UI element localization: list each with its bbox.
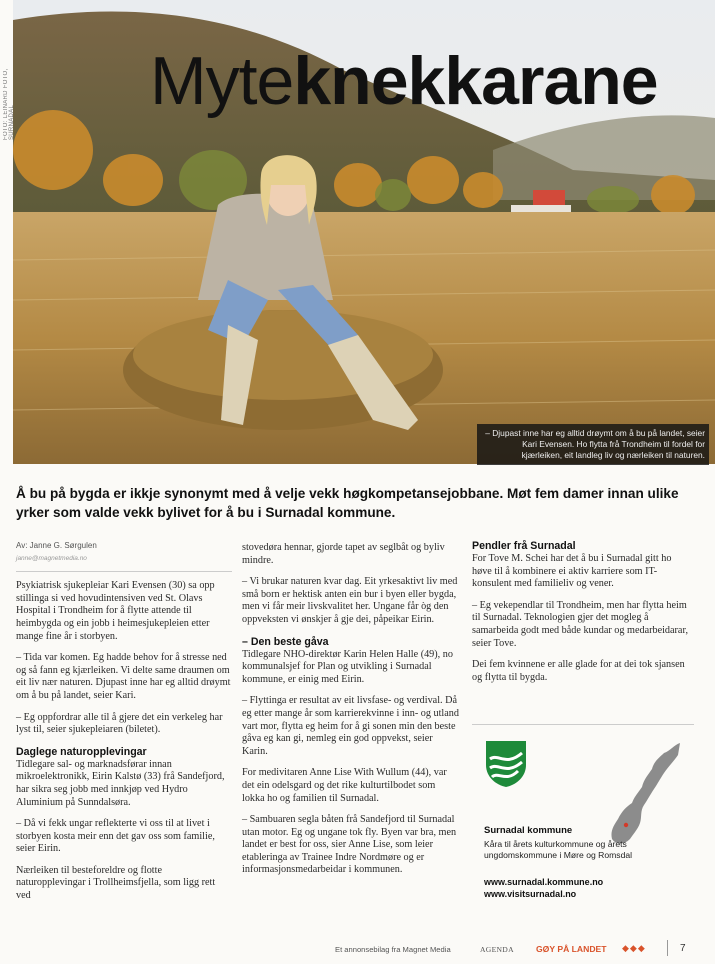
paragraph: For medivitaren Anne Lise With Wullum (44), var det ein odelsgard og det rike kulturtilbodet som lokka ho og familien til Surnadal. [242, 767, 447, 804]
link-kommune[interactable]: www.surnadal.kommune.no [484, 877, 604, 887]
municipality-name: Surnadal kommune [484, 825, 573, 836]
paragraph: For Tove M. Schei har det å bu i Surnadal gitt ho høve til å kombinere ei aktiv karriere som IT-konsulent med familieliv og vener. [472, 553, 672, 590]
norway-map-icon [604, 739, 684, 849]
footer-divider [667, 940, 668, 956]
paragraph: – Eg vekependlar til Trondheim, men har flytta heim til Surnadal. Teknologien gjer det mogleg å samarbeida godt med både kundar og medarbeidarar, seier Tove. [472, 599, 688, 649]
page-title [150, 42, 658, 120]
surnadal-marker-icon [624, 823, 628, 827]
subheading: – Den beste gåva [242, 635, 329, 648]
paragraph: – Eg oppfordrar alle til å gjere det ein verkeleg har lyst til, seier sjukepleiaren (biletet). [16, 711, 223, 736]
paragraph: Psykiatrisk sjukepleiar Kari Evensen (30) sa opp stillinga si ved hovudintensiven ved St. Olavs Hospital i Trondheim for å flytte attende til heimbygda og ein jobb i heimesjukepleien etter mange fine år i storbyen. [16, 580, 215, 642]
title-bold: knekkarane [293, 43, 658, 119]
paragraph: stovedøra hennar, gjorde tapet av seglbåt og byliv mindre. [242, 542, 445, 566]
paragraph: Nærleiken til besteforeldre og flotte naturopplevingar i Trollheimsfjella, som ligg rett ved [16, 864, 216, 902]
paragraph: Dei fem kvinnene er alle glade for at dei tok sjansen og flytta til bygda. [472, 659, 685, 683]
paragraph: – Flyttinga er resultat av eit livsfase- og verdival. Då eg etter mange år som karrierekvinne i inn- og utland vart mor, flytta eg heim for å gi sonen min den beste gåva eg kan gi, nemleg ein god oppvekst, seier Karin. [242, 695, 459, 757]
column-2 [242, 542, 460, 886]
municipality-info-box [472, 724, 694, 915]
photo-credit: FOTO: LEINARD FOTO, SURNADAL [3, 68, 15, 140]
subheading: Pendler frå Surnadal [472, 540, 576, 552]
coat-of-arms-icon [484, 739, 528, 789]
page-number: 7 [680, 943, 686, 954]
municipality-links [484, 877, 603, 900]
column-3 [472, 540, 690, 693]
title-light: Myte [150, 43, 294, 119]
paragraph: Tidlegare NHO-direktør Karin Helen Halle (49), no kommunalsjef for Plan og utvikling i Surnadal kommune, er einig med Eirin. [242, 648, 453, 685]
photo-caption: – Djupast inne har eg alltid drøymt om å bu på landet, seier Kari Evensen. Ho flytta frå Trondheim til fordel for kjærleiken, eit landleg liv og nærleiken til naturen. [477, 424, 709, 465]
footer-diamonds-icon: ◆◆◆ [622, 943, 646, 953]
footer-section-title: GØY PÅ LANDET [536, 944, 607, 954]
author-email: janne@magnetmedia.no [16, 553, 232, 573]
link-visit[interactable]: www.visitsurnadal.no [484, 888, 577, 899]
lede: Å bu på bygda er ikkje synonymt med å velje vekk høgkompetansejobbane. Møt fem damer innan ulike yrker som valde vekk bylivet for å bu i Surnadal kommune. [16, 486, 679, 520]
paragraph: – Sambuaren segla båten frå Sandefjord til Surnadal utan motor. Eg og ungane tok fly. Byen var bra, men landet er best for oss, sier Anne Lise, som leier etableringa av Trainee Indre Nordmøre og er informasjonsmedarbeidar i kommunen. [242, 814, 457, 876]
footer-ad-note: Et annonsebilag fra Magnet Media [335, 945, 451, 954]
paragraph: Tidlegare sal- og marknadsførar innan mikroelektronikk, Eirin Kalstø (33) frå Sandefjord, har sikra seg jobb med innkjøp ved Hydro Aluminium på Sunndalsøra. [16, 758, 225, 808]
column-1 [16, 540, 232, 912]
paragraph: – Vi brukar naturen kvar dag. Eit yrkesaktivt liv med små born er hektisk anten ein bur i byen eller bygda, men vi får meir livskvalitet her. Ungane får òg den oppveksten vi ønskjer å gje dei, påpeikar Eirin. [242, 576, 458, 625]
paragraph: – Då vi fekk ungar reflekterte vi oss til at livet i storbyen kosta meir enn det gav oss som familie, seier Eirin. [16, 818, 215, 855]
subheading: Daglege naturopplevingar [16, 745, 147, 758]
footer-agenda: AGENDA [480, 945, 514, 954]
byline: Av: Janne G. Sørgulen [16, 541, 97, 550]
paragraph: – Tida var komen. Eg hadde behov for å stresse ned og så fann eg kjærleiken. Vi delte same draumen om eit liv nær naturen. Djupast inne har eg alltid drøymt om å bu på landet, seier Kari. [16, 652, 231, 701]
page-footer [0, 934, 715, 964]
municipality-text: Kåra til årets kulturkommune og årets ungdomskommune i Møre og Romsdal [484, 839, 633, 861]
